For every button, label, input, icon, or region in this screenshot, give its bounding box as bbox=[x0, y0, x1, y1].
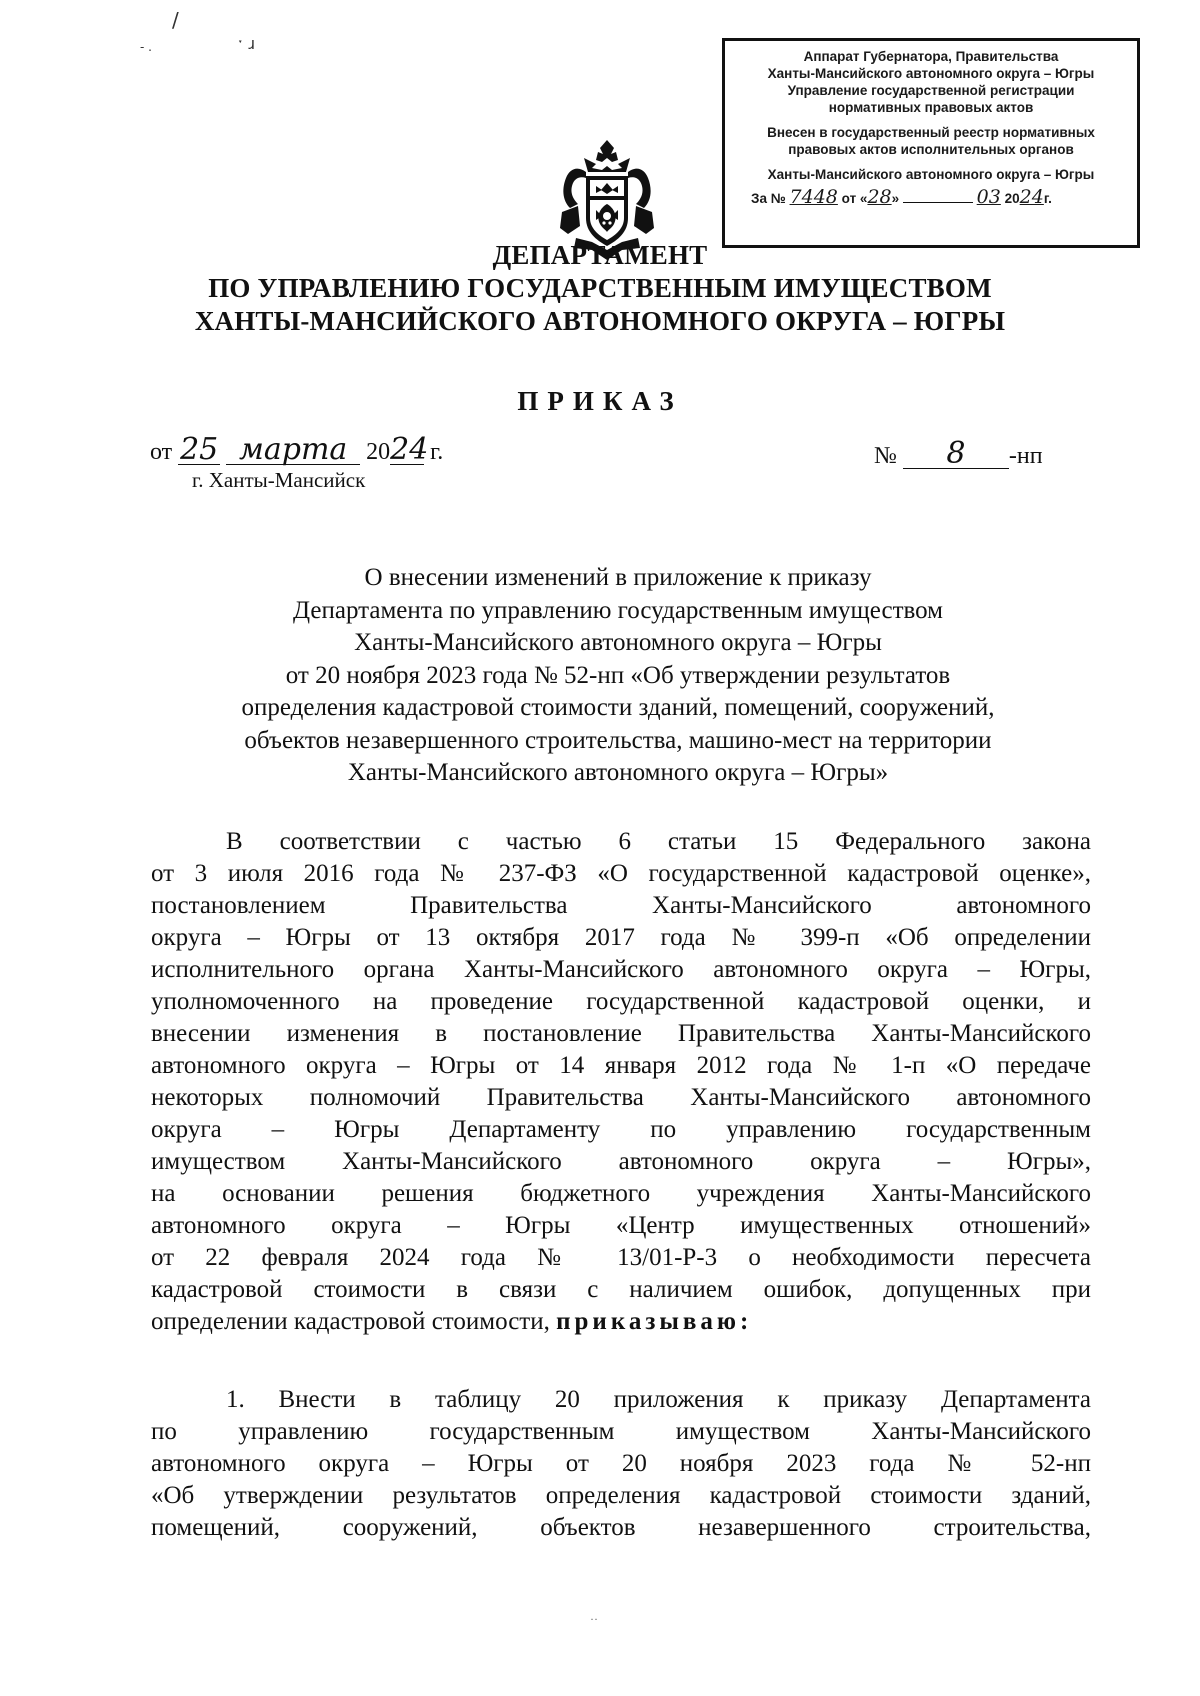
order-subject bbox=[150, 562, 1086, 790]
preamble-line: автономного округа – Югры от 14 января 2012 года № 1-п «О передаче bbox=[151, 1052, 1091, 1079]
item-line: автономного округа – Югры от 20 ноября 2023 года № 52-нп bbox=[151, 1450, 1091, 1477]
preamble-last-text: определении кадастровой стоимости, bbox=[151, 1308, 550, 1335]
preamble-line: кадастровой стоимости в связи с наличием ошибок, допущенных при bbox=[151, 1276, 1091, 1303]
stamp-reg-year-suffix: г. bbox=[1043, 191, 1052, 206]
stamp-reg-year-prefix: 20 bbox=[1004, 191, 1020, 206]
number-suffix: -нп bbox=[1008, 443, 1043, 469]
preamble-line: на основании решения бюджетного учреждения Ханты-Мансийского bbox=[151, 1180, 1091, 1207]
department-title-line: ДЕПАРТАМЕНТ bbox=[492, 240, 708, 270]
date-day: 25 bbox=[180, 432, 219, 467]
preamble-line: В соответствии с частью 6 статьи 15 Федерального закона bbox=[226, 828, 1091, 855]
stamp-line: Ханты-Мансийского автономного округа – Югры bbox=[767, 66, 1095, 81]
date-year: 24 bbox=[390, 432, 429, 467]
stamp-line: правовых актов исполнительных органов bbox=[788, 142, 1074, 157]
stamp-registration-row bbox=[725, 186, 1137, 208]
date-month: марта bbox=[226, 436, 360, 465]
stamp-line: Ханты-Мансийского автономного округа – Югры bbox=[767, 167, 1095, 182]
subject-line: Департамента по управлению государственным имуществом bbox=[293, 596, 943, 624]
date-prefix: от bbox=[150, 439, 173, 465]
subject-line: определения кадастровой стоимости зданий, помещений, сооружений, bbox=[241, 694, 995, 721]
number-prefix: № bbox=[874, 443, 897, 469]
order-number bbox=[874, 436, 1043, 471]
registration-stamp bbox=[722, 38, 1140, 248]
order-city: г. Ханты-Мансийск bbox=[192, 468, 366, 492]
department-title-line: ХАНТЫ-МАНСИЙСКОГО АВТОНОМНОГО ОКРУГА – ЮГРЫ bbox=[194, 306, 1006, 336]
order-date bbox=[150, 432, 444, 467]
scan-mark: / bbox=[172, 8, 179, 32]
item-line: 1. Внести в таблицу 20 приложения к приказу Департамента bbox=[226, 1386, 1091, 1413]
stamp-reg-month: 03 bbox=[976, 186, 1001, 208]
scan-mark: ·· bbox=[590, 1612, 598, 1626]
preamble-line: от 22 февраля 2024 года № 13/01-Р-3 о необходимости пересчета bbox=[151, 1244, 1091, 1271]
subject-line: объектов незавершенного строительства, машино-мест на территории bbox=[244, 726, 992, 754]
stamp-line: нормативных правовых актов bbox=[828, 100, 1034, 115]
date-year-suffix: г. bbox=[430, 439, 444, 465]
subject-line: Ханты-Мансийского автономного округа – Югры» bbox=[347, 759, 889, 786]
document-type-title: ПРИКАЗ bbox=[517, 386, 683, 416]
subject-line: от 20 ноября 2023 года № 52-нп «Об утверждении результатов bbox=[285, 661, 951, 689]
subject-line: Ханты-Мансийского автономного округа – Югры bbox=[354, 629, 882, 656]
stamp-reg-from: от « bbox=[841, 191, 868, 206]
stamp-reg-day: 28 bbox=[867, 186, 892, 208]
preamble-line: от 3 июля 2016 года № 237-ФЗ «О государственной кадастровой оценке», bbox=[151, 860, 1091, 887]
preamble-line: некоторых полномочий Правительства Ханты-Мансийского автономного bbox=[151, 1084, 1091, 1111]
preamble-line: исполнительного органа Ханты-Мансийского автономного округа – Югры, bbox=[151, 956, 1091, 983]
preamble-line: автономного округа – Югры «Центр имущественных отношений» bbox=[151, 1212, 1091, 1239]
stamp-reg-prefix: За № bbox=[751, 191, 786, 206]
stamp-line: Аппарат Губернатора, Правительства bbox=[803, 49, 1059, 64]
stamp-reg-year: 24 bbox=[1019, 186, 1044, 208]
department-title-line: ПО УПРАВЛЕНИЮ ГОСУДАРСТВЕННЫМ ИМУЩЕСТВОМ bbox=[208, 273, 992, 303]
stamp-reg-number: 7448 bbox=[789, 186, 838, 208]
preamble-line: уполномоченного на проведение государственной кадастровой оценки, и bbox=[151, 988, 1091, 1015]
preamble-line: постановлением Правительства Ханты-Мансийского автономного bbox=[151, 892, 1091, 919]
stamp-line: Управление государственной регистрации bbox=[787, 83, 1075, 98]
item-line: по управлению государственным имуществом Ханты-Мансийского bbox=[151, 1418, 1091, 1445]
subject-line: О внесении изменений в приложение к приказу bbox=[364, 564, 872, 591]
stamp-line: Внесен в государственный реестр нормативных bbox=[767, 125, 1095, 140]
scan-mark: - . bbox=[140, 40, 152, 54]
stamp-reg-close: » bbox=[891, 191, 900, 206]
preamble-line: округа – Югры от 13 октября 2017 года № 399-п «Об определении bbox=[151, 924, 1091, 951]
command-word: приказываю: bbox=[556, 1308, 753, 1335]
stamp-month-line bbox=[903, 202, 973, 203]
preamble-line: округа – Югры Департаменту по управлению государственным bbox=[151, 1116, 1091, 1143]
date-year-prefix: 20 bbox=[366, 439, 391, 465]
preamble-line: имуществом Ханты-Мансийского автономного округа – Югры», bbox=[151, 1148, 1091, 1175]
number-value: 8 bbox=[903, 440, 1009, 469]
item-line: «Об утверждении результатов определения кадастровой стоимости зданий, bbox=[151, 1482, 1091, 1509]
preamble-last-line bbox=[151, 1306, 1091, 1338]
scan-mark: ˑ ɹ bbox=[238, 34, 256, 53]
preamble-line: внесении изменения в постановление Правительства Ханты-Мансийского bbox=[151, 1020, 1091, 1047]
item-line: помещений, сооружений, объектов незавершенного строительства, bbox=[151, 1514, 1091, 1541]
